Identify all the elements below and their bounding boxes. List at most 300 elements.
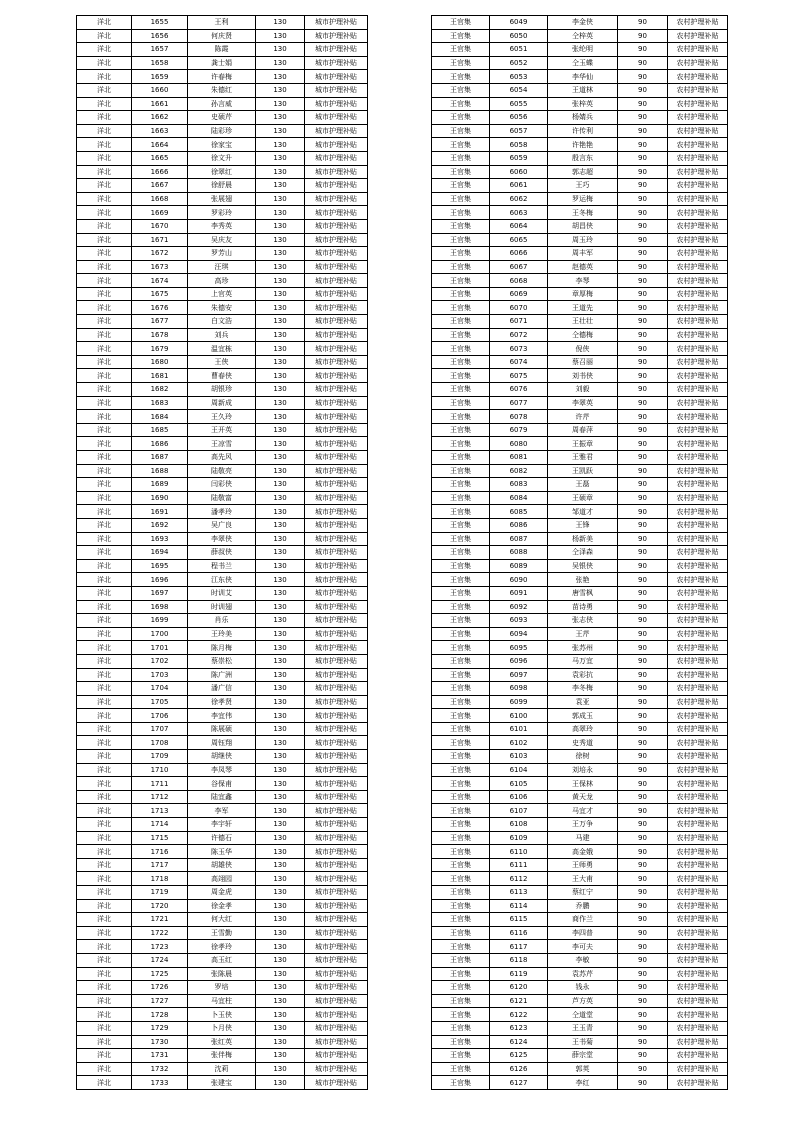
amount-cell: 90 xyxy=(618,369,668,383)
name-cell: 罗芳山 xyxy=(188,247,256,261)
serial-number-cell: 6127 xyxy=(490,1076,548,1090)
table-row xyxy=(77,777,368,791)
serial-number-cell: 6092 xyxy=(490,600,548,614)
town-cell: 王官集 xyxy=(432,736,490,750)
table-row xyxy=(77,736,368,750)
subsidy-type-cell: 城市护理补贴 xyxy=(305,206,368,220)
table-row xyxy=(432,260,728,274)
subsidy-type-cell: 农村护理补贴 xyxy=(668,777,728,791)
town-cell: 王官集 xyxy=(432,315,490,329)
subsidy-type-cell: 农村护理补贴 xyxy=(668,29,728,43)
amount-cell: 90 xyxy=(618,328,668,342)
table-row xyxy=(432,70,728,84)
serial-number-cell: 6113 xyxy=(490,886,548,900)
name-cell: 史硕芹 xyxy=(188,111,256,125)
serial-number-cell: 6126 xyxy=(490,1062,548,1076)
town-cell: 王官集 xyxy=(432,464,490,478)
serial-number-cell: 1725 xyxy=(132,967,188,981)
name-cell: 许春梅 xyxy=(188,70,256,84)
subsidy-type-cell: 农村护理补贴 xyxy=(668,111,728,125)
amount-cell: 90 xyxy=(618,994,668,1008)
table-row xyxy=(432,491,728,505)
name-cell: 周金虎 xyxy=(188,886,256,900)
serial-number-cell: 1655 xyxy=(132,16,188,30)
subsidy-type-cell: 农村护理补贴 xyxy=(668,83,728,97)
serial-number-cell: 1659 xyxy=(132,70,188,84)
table-row xyxy=(432,641,728,655)
subsidy-type-cell: 城市护理补贴 xyxy=(305,437,368,451)
serial-number-cell: 1706 xyxy=(132,709,188,723)
amount-cell: 90 xyxy=(618,573,668,587)
name-cell: 郭志超 xyxy=(548,165,618,179)
town-cell: 洋北 xyxy=(77,192,132,206)
subsidy-type-cell: 城市护理补贴 xyxy=(305,505,368,519)
name-cell: 高珍 xyxy=(188,274,256,288)
table-row xyxy=(77,668,368,682)
name-cell: 徐舒晨 xyxy=(188,179,256,193)
subsidy-type-cell: 农村护理补贴 xyxy=(668,355,728,369)
town-cell: 洋北 xyxy=(77,369,132,383)
name-cell: 马建 xyxy=(548,831,618,845)
town-cell: 王官集 xyxy=(432,600,490,614)
subsidy-type-cell: 城市护理补贴 xyxy=(305,1021,368,1035)
amount-cell: 130 xyxy=(256,138,305,152)
name-cell: 章厚梅 xyxy=(548,287,618,301)
serial-number-cell: 1698 xyxy=(132,600,188,614)
name-cell: 陈霞 xyxy=(188,43,256,57)
amount-cell: 130 xyxy=(256,410,305,424)
table-row xyxy=(77,1049,368,1063)
subsidy-type-cell: 城市护理补贴 xyxy=(305,668,368,682)
town-cell: 洋北 xyxy=(77,274,132,288)
name-cell: 许艳艳 xyxy=(548,138,618,152)
serial-number-cell: 1666 xyxy=(132,165,188,179)
table-row xyxy=(432,410,728,424)
serial-number-cell: 1680 xyxy=(132,355,188,369)
serial-number-cell: 1663 xyxy=(132,124,188,138)
amount-cell: 130 xyxy=(256,124,305,138)
table-row xyxy=(77,641,368,655)
serial-number-cell: 6118 xyxy=(490,953,548,967)
amount-cell: 90 xyxy=(618,546,668,560)
amount-cell: 90 xyxy=(618,478,668,492)
table-row xyxy=(432,165,728,179)
subsidy-type-cell: 城市护理补贴 xyxy=(305,967,368,981)
amount-cell: 90 xyxy=(618,926,668,940)
name-cell: 陈展硕 xyxy=(188,722,256,736)
name-cell: 陆宜鑫 xyxy=(188,790,256,804)
table-row xyxy=(432,29,728,43)
town-cell: 洋北 xyxy=(77,260,132,274)
town-cell: 洋北 xyxy=(77,546,132,560)
town-cell: 王官集 xyxy=(432,709,490,723)
town-cell: 王官集 xyxy=(432,886,490,900)
table-row xyxy=(77,763,368,777)
amount-cell: 130 xyxy=(256,83,305,97)
serial-number-cell: 1731 xyxy=(132,1049,188,1063)
serial-number-cell: 1670 xyxy=(132,219,188,233)
serial-number-cell: 1714 xyxy=(132,818,188,832)
serial-number-cell: 6080 xyxy=(490,437,548,451)
name-cell: 邹道才 xyxy=(548,505,618,519)
town-cell: 王官集 xyxy=(432,1076,490,1090)
subsidy-type-cell: 农村护理补贴 xyxy=(668,1062,728,1076)
serial-number-cell: 1671 xyxy=(132,233,188,247)
name-cell: 朱德安 xyxy=(188,301,256,315)
serial-number-cell: 1733 xyxy=(132,1076,188,1090)
serial-number-cell: 1685 xyxy=(132,423,188,437)
subsidy-type-cell: 农村护理补贴 xyxy=(668,1076,728,1090)
amount-cell: 130 xyxy=(256,478,305,492)
subsidy-type-cell: 农村护理补贴 xyxy=(668,1035,728,1049)
subsidy-type-cell: 城市护理补贴 xyxy=(305,396,368,410)
name-cell: 罗彩玲 xyxy=(188,206,256,220)
town-cell: 王官集 xyxy=(432,804,490,818)
town-cell: 洋北 xyxy=(77,165,132,179)
serial-number-cell: 1700 xyxy=(132,627,188,641)
amount-cell: 90 xyxy=(618,559,668,573)
subsidy-type-cell: 农村护理补贴 xyxy=(668,1008,728,1022)
town-cell: 王官集 xyxy=(432,56,490,70)
serial-number-cell: 1674 xyxy=(132,274,188,288)
town-cell: 洋北 xyxy=(77,967,132,981)
town-cell: 王官集 xyxy=(432,355,490,369)
serial-number-cell: 6102 xyxy=(490,736,548,750)
table-row xyxy=(432,763,728,777)
subsidy-type-cell: 农村护理补贴 xyxy=(668,641,728,655)
name-cell: 张展翅 xyxy=(188,192,256,206)
name-cell: 李金侠 xyxy=(548,16,618,30)
subsidy-type-cell: 农村护理补贴 xyxy=(668,16,728,30)
serial-number-cell: 1697 xyxy=(132,586,188,600)
town-cell: 王官集 xyxy=(432,206,490,220)
town-cell: 洋北 xyxy=(77,886,132,900)
serial-number-cell: 6070 xyxy=(490,301,548,315)
serial-number-cell: 1692 xyxy=(132,518,188,532)
name-cell: 高金娥 xyxy=(548,845,618,859)
town-cell: 洋北 xyxy=(77,804,132,818)
subsidy-type-cell: 农村护理补贴 xyxy=(668,532,728,546)
serial-number-cell: 6115 xyxy=(490,913,548,927)
table-row xyxy=(77,818,368,832)
town-cell: 王官集 xyxy=(432,654,490,668)
serial-number-cell: 1726 xyxy=(132,981,188,995)
name-cell: 胡继侠 xyxy=(188,750,256,764)
amount-cell: 90 xyxy=(618,1035,668,1049)
serial-number-cell: 1673 xyxy=(132,260,188,274)
name-cell: 李宜伟 xyxy=(188,709,256,723)
name-cell: 蔡召丽 xyxy=(548,355,618,369)
amount-cell: 130 xyxy=(256,709,305,723)
subsidy-type-cell: 城市护理补贴 xyxy=(305,831,368,845)
table-row xyxy=(77,192,368,206)
town-cell: 洋北 xyxy=(77,410,132,424)
town-cell: 洋北 xyxy=(77,777,132,791)
serial-number-cell: 1704 xyxy=(132,682,188,696)
town-cell: 王官集 xyxy=(432,43,490,57)
amount-cell: 130 xyxy=(256,614,305,628)
table-row xyxy=(77,219,368,233)
name-cell: 王利 xyxy=(188,16,256,30)
town-cell: 洋北 xyxy=(77,1021,132,1035)
town-cell: 王官集 xyxy=(432,369,490,383)
table-row xyxy=(77,600,368,614)
table-row xyxy=(77,518,368,532)
amount-cell: 130 xyxy=(256,872,305,886)
subsidy-type-cell: 农村护理补贴 xyxy=(668,573,728,587)
name-cell: 王锋 xyxy=(548,518,618,532)
name-cell: 蔡红宁 xyxy=(548,886,618,900)
serial-number-cell: 1664 xyxy=(132,138,188,152)
town-cell: 王官集 xyxy=(432,532,490,546)
table-row xyxy=(77,43,368,57)
table-row xyxy=(432,981,728,995)
subsidy-type-cell: 城市护理补贴 xyxy=(305,546,368,560)
town-cell: 洋北 xyxy=(77,287,132,301)
town-cell: 王官集 xyxy=(432,940,490,954)
amount-cell: 130 xyxy=(256,654,305,668)
table-row xyxy=(77,260,368,274)
serial-number-cell: 6094 xyxy=(490,627,548,641)
name-cell: 杨婧兵 xyxy=(548,111,618,125)
table-row xyxy=(77,614,368,628)
table-row xyxy=(432,56,728,70)
subsidy-type-cell: 农村护理补贴 xyxy=(668,423,728,437)
subsidy-type-cell: 农村护理补贴 xyxy=(668,451,728,465)
table-row xyxy=(77,654,368,668)
subsidy-type-cell: 农村护理补贴 xyxy=(668,464,728,478)
name-cell: 王壮壮 xyxy=(548,315,618,329)
table-row xyxy=(432,83,728,97)
subsidy-type-cell: 城市护理补贴 xyxy=(305,872,368,886)
table-row xyxy=(77,56,368,70)
town-cell: 王官集 xyxy=(432,111,490,125)
serial-number-cell: 1679 xyxy=(132,342,188,356)
table-row xyxy=(432,967,728,981)
subsidy-type-cell: 农村护理补贴 xyxy=(668,763,728,777)
amount-cell: 130 xyxy=(256,29,305,43)
serial-number-cell: 6104 xyxy=(490,763,548,777)
town-cell: 王官集 xyxy=(432,668,490,682)
subsidy-type-cell: 城市护理补贴 xyxy=(305,43,368,57)
town-cell: 王官集 xyxy=(432,777,490,791)
table-row xyxy=(432,654,728,668)
town-cell: 王官集 xyxy=(432,396,490,410)
subsidy-type-cell: 农村护理补贴 xyxy=(668,722,728,736)
town-cell: 王官集 xyxy=(432,518,490,532)
subsidy-type-cell: 农村护理补贴 xyxy=(668,886,728,900)
name-cell: 李翠侠 xyxy=(188,532,256,546)
table-row xyxy=(432,899,728,913)
name-cell: 杨新美 xyxy=(548,532,618,546)
subsidy-type-cell: 城市护理补贴 xyxy=(305,845,368,859)
amount-cell: 90 xyxy=(618,219,668,233)
subsidy-type-cell: 农村护理补贴 xyxy=(668,804,728,818)
table-row xyxy=(77,559,368,573)
name-cell: 王久玲 xyxy=(188,410,256,424)
amount-cell: 90 xyxy=(618,396,668,410)
serial-number-cell: 1694 xyxy=(132,546,188,560)
name-cell: 江东侠 xyxy=(188,573,256,587)
subsidy-type-cell: 农村护理补贴 xyxy=(668,505,728,519)
subsidy-type-cell: 农村护理补贴 xyxy=(668,233,728,247)
table-row xyxy=(432,287,728,301)
town-cell: 洋北 xyxy=(77,491,132,505)
name-cell: 王玉青 xyxy=(548,1021,618,1035)
table-row xyxy=(77,355,368,369)
name-cell: 李可夫 xyxy=(548,940,618,954)
table-row xyxy=(432,614,728,628)
town-cell: 王官集 xyxy=(432,260,490,274)
amount-cell: 130 xyxy=(256,315,305,329)
town-cell: 洋北 xyxy=(77,151,132,165)
amount-cell: 130 xyxy=(256,1076,305,1090)
town-cell: 王官集 xyxy=(432,491,490,505)
amount-cell: 90 xyxy=(618,451,668,465)
table-row xyxy=(432,940,728,954)
name-cell: 李翠英 xyxy=(548,396,618,410)
name-cell: 薛宗堂 xyxy=(548,1049,618,1063)
table-row xyxy=(77,97,368,111)
amount-cell: 130 xyxy=(256,328,305,342)
table-row xyxy=(77,981,368,995)
town-cell: 洋北 xyxy=(77,641,132,655)
serial-number-cell: 6075 xyxy=(490,369,548,383)
table-row xyxy=(77,423,368,437)
table-row xyxy=(432,709,728,723)
town-cell: 王官集 xyxy=(432,287,490,301)
subsidy-type-cell: 城市护理补贴 xyxy=(305,165,368,179)
serial-number-cell: 6049 xyxy=(490,16,548,30)
amount-cell: 130 xyxy=(256,600,305,614)
serial-number-cell: 6114 xyxy=(490,899,548,913)
town-cell: 王官集 xyxy=(432,586,490,600)
serial-number-cell: 6112 xyxy=(490,872,548,886)
town-cell: 王官集 xyxy=(432,70,490,84)
serial-number-cell: 6072 xyxy=(490,328,548,342)
table-row xyxy=(432,111,728,125)
town-cell: 王官集 xyxy=(432,274,490,288)
subsidy-type-cell: 农村护理补贴 xyxy=(668,994,728,1008)
town-cell: 王官集 xyxy=(432,478,490,492)
town-cell: 王官集 xyxy=(432,831,490,845)
amount-cell: 90 xyxy=(618,1049,668,1063)
serial-number-cell: 6073 xyxy=(490,342,548,356)
table-row xyxy=(77,695,368,709)
name-cell: 李军 xyxy=(188,804,256,818)
town-cell: 洋北 xyxy=(77,505,132,519)
name-cell: 郭成玉 xyxy=(548,709,618,723)
town-cell: 王官集 xyxy=(432,913,490,927)
name-cell: 李宇轩 xyxy=(188,818,256,832)
subsidy-type-cell: 城市护理补贴 xyxy=(305,478,368,492)
serial-number-cell: 6059 xyxy=(490,151,548,165)
table-row xyxy=(432,668,728,682)
table-row xyxy=(432,1035,728,1049)
town-cell: 王官集 xyxy=(432,151,490,165)
serial-number-cell: 6076 xyxy=(490,383,548,397)
town-cell: 洋北 xyxy=(77,913,132,927)
subsidy-type-cell: 农村护理补贴 xyxy=(668,709,728,723)
serial-number-cell: 6093 xyxy=(490,614,548,628)
town-cell: 洋北 xyxy=(77,437,132,451)
table-row xyxy=(77,953,368,967)
subsidy-type-cell: 农村护理补贴 xyxy=(668,614,728,628)
serial-number-cell: 1699 xyxy=(132,614,188,628)
subsidy-type-cell: 农村护理补贴 xyxy=(668,926,728,940)
subsidy-type-cell: 城市护理补贴 xyxy=(305,274,368,288)
subsidy-type-cell: 农村护理补贴 xyxy=(668,831,728,845)
subsidy-type-cell: 城市护理补贴 xyxy=(305,641,368,655)
town-cell: 洋北 xyxy=(77,355,132,369)
table-row xyxy=(432,43,728,57)
town-cell: 王官集 xyxy=(432,233,490,247)
town-cell: 王官集 xyxy=(432,328,490,342)
subsidy-type-cell: 城市护理补贴 xyxy=(305,111,368,125)
table-row xyxy=(432,192,728,206)
name-cell: 王万争 xyxy=(548,818,618,832)
amount-cell: 90 xyxy=(618,43,668,57)
table-row xyxy=(432,818,728,832)
table-row xyxy=(432,219,728,233)
table-row xyxy=(432,913,728,927)
table-row xyxy=(432,383,728,397)
subsidy-type-cell: 农村护理补贴 xyxy=(668,219,728,233)
amount-cell: 130 xyxy=(256,559,305,573)
subsidy-type-cell: 城市护理补贴 xyxy=(305,328,368,342)
table-row xyxy=(77,287,368,301)
subsidy-type-cell: 农村护理补贴 xyxy=(668,899,728,913)
town-cell: 洋北 xyxy=(77,478,132,492)
table-row xyxy=(432,151,728,165)
name-cell: 张陈晨 xyxy=(188,967,256,981)
subsidy-type-cell: 城市护理补贴 xyxy=(305,614,368,628)
name-cell: 王大甫 xyxy=(548,872,618,886)
table-row xyxy=(77,532,368,546)
town-cell: 王官集 xyxy=(432,83,490,97)
table-row xyxy=(77,151,368,165)
subsidy-type-cell: 农村护理补贴 xyxy=(668,872,728,886)
amount-cell: 90 xyxy=(618,790,668,804)
name-cell: 钱永 xyxy=(548,981,618,995)
amount-cell: 130 xyxy=(256,192,305,206)
amount-cell: 90 xyxy=(618,233,668,247)
serial-number-cell: 1689 xyxy=(132,478,188,492)
town-cell: 洋北 xyxy=(77,247,132,261)
table-row xyxy=(77,396,368,410)
amount-cell: 130 xyxy=(256,451,305,465)
table-row xyxy=(432,953,728,967)
serial-number-cell: 1667 xyxy=(132,179,188,193)
subsidy-type-cell: 农村护理补贴 xyxy=(668,586,728,600)
serial-number-cell: 6056 xyxy=(490,111,548,125)
town-cell: 洋北 xyxy=(77,872,132,886)
amount-cell: 130 xyxy=(256,70,305,84)
table-row xyxy=(77,369,368,383)
name-cell: 乔鹏 xyxy=(548,899,618,913)
amount-cell: 130 xyxy=(256,151,305,165)
amount-cell: 130 xyxy=(256,953,305,967)
amount-cell: 130 xyxy=(256,627,305,641)
name-cell: 黄天龙 xyxy=(548,790,618,804)
name-cell: 谷保甫 xyxy=(188,777,256,791)
name-cell: 郭英 xyxy=(548,1062,618,1076)
name-cell: 仝道堂 xyxy=(548,1008,618,1022)
town-cell: 王官集 xyxy=(432,138,490,152)
subsidy-type-cell: 城市护理补贴 xyxy=(305,491,368,505)
table-row xyxy=(432,478,728,492)
amount-cell: 130 xyxy=(256,165,305,179)
